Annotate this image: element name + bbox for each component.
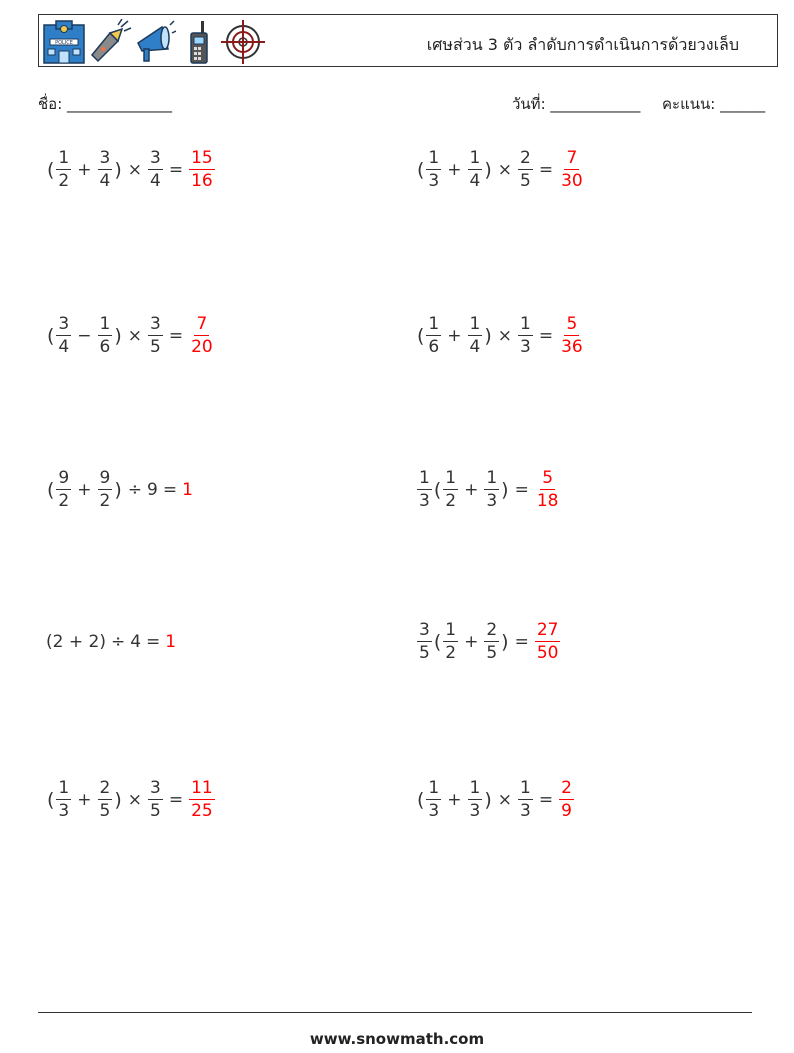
fraction <box>484 622 499 662</box>
name-label: ชื่อ: <box>38 95 63 113</box>
problem-2 <box>416 140 586 200</box>
numerator: 1 <box>469 778 481 798</box>
fraction <box>417 622 432 662</box>
operator: + <box>464 480 479 500</box>
answer <box>188 150 216 190</box>
parenthesis: ) <box>114 325 122 347</box>
fraction <box>426 150 441 190</box>
operator: = <box>168 160 184 180</box>
numerator: 9 <box>99 468 111 488</box>
denominator: 5 <box>520 171 531 191</box>
operator: = <box>168 790 184 810</box>
fraction <box>98 316 113 356</box>
numerator: 1 <box>99 314 111 334</box>
problem-10 <box>416 770 575 830</box>
operator: + <box>77 790 92 810</box>
fraction <box>559 150 585 190</box>
parenthesis: ) <box>484 789 492 811</box>
fraction <box>148 150 163 190</box>
operator: = <box>538 326 554 346</box>
denominator: 2 <box>445 643 457 663</box>
parenthesis: ( <box>417 159 425 181</box>
numerator: 3 <box>150 148 161 168</box>
numerator: 1 <box>419 468 430 488</box>
answer <box>188 780 216 820</box>
number: 4 <box>130 632 142 652</box>
name-field <box>38 92 172 116</box>
denominator: 3 <box>469 801 481 821</box>
numerator: 1 <box>520 314 531 334</box>
fraction <box>559 780 574 820</box>
fraction <box>518 150 533 190</box>
denominator: 4 <box>150 171 161 191</box>
fraction <box>148 780 163 820</box>
fraction <box>417 470 432 510</box>
name-blank[interactable]: ______________ <box>67 95 173 113</box>
numerator: 1 <box>428 778 440 798</box>
numerator: 2 <box>99 778 111 798</box>
parenthesis: ( <box>417 789 425 811</box>
denominator: 6 <box>99 337 111 357</box>
denominator: 36 <box>561 337 583 357</box>
numerator: 2 <box>561 778 572 798</box>
operator: + <box>77 160 92 180</box>
parenthesis: ( <box>433 479 442 501</box>
answer <box>165 632 176 652</box>
operator: + <box>464 632 479 652</box>
numerator: 1 <box>445 620 457 640</box>
denominator: 5 <box>99 801 111 821</box>
fraction <box>518 780 533 820</box>
date-field <box>512 92 640 116</box>
operator: = <box>514 632 529 652</box>
parenthesis: ( <box>47 789 55 811</box>
numerator: 3 <box>99 148 111 168</box>
problem-7 <box>46 612 176 672</box>
answer <box>558 316 586 356</box>
problem-9 <box>46 770 216 830</box>
operator: × <box>497 790 512 810</box>
problem-8 <box>416 612 561 672</box>
denominator: 2 <box>445 491 457 511</box>
parenthesis: ( <box>47 479 55 501</box>
denominator: 4 <box>469 337 481 357</box>
numerator: 11 <box>191 778 213 798</box>
operator: + <box>447 326 462 346</box>
denominator: 3 <box>419 491 430 511</box>
denominator: 2 <box>58 171 70 191</box>
numerator: 1 <box>469 148 481 168</box>
denominator: 3 <box>428 801 440 821</box>
fraction <box>484 470 499 510</box>
parenthesis: ( <box>417 325 425 347</box>
problem-3 <box>46 306 216 366</box>
numerator: 7 <box>196 314 208 334</box>
denominator: 16 <box>191 171 213 191</box>
fraction <box>189 316 215 356</box>
denominator: 50 <box>536 643 559 663</box>
numerator: 1 <box>58 778 70 798</box>
denominator: 3 <box>520 337 531 357</box>
numerator: 1 <box>445 468 457 488</box>
fraction <box>443 622 458 662</box>
denominator: 4 <box>58 337 70 357</box>
operator: − <box>77 326 92 346</box>
parenthesis: ) <box>501 479 509 501</box>
answer <box>534 622 562 662</box>
denominator: 30 <box>561 171 583 191</box>
police-sign-text: POLICE <box>55 40 73 46</box>
operator: + <box>447 160 462 180</box>
fraction <box>426 316 441 356</box>
parenthesis: ) <box>114 789 122 811</box>
problem-1 <box>46 140 216 200</box>
numerator: 1 <box>520 778 531 798</box>
score-blank[interactable]: ______ <box>720 95 766 113</box>
denominator: 2 <box>58 491 70 511</box>
parenthesis: ) <box>114 159 122 181</box>
worksheet-title: เศษส่วน 3 ตัว ลำดับการดำเนินการด้วยวงเล็บ <box>426 35 739 54</box>
denominator: 4 <box>469 171 481 191</box>
denominator: 5 <box>150 337 161 357</box>
parenthesis: ) <box>484 325 492 347</box>
answer <box>534 470 562 510</box>
number: (2 + 2) <box>46 632 106 652</box>
numerator: 1 <box>469 314 481 334</box>
fraction <box>56 150 71 190</box>
denominator: 9 <box>561 801 572 821</box>
denominator: 2 <box>99 491 111 511</box>
numerator: 2 <box>520 148 531 168</box>
parenthesis: ( <box>47 325 55 347</box>
operator: = <box>538 790 554 810</box>
fraction <box>535 622 561 662</box>
operator: × <box>497 160 512 180</box>
answer <box>182 480 193 500</box>
numerator: 9 <box>58 468 70 488</box>
fraction <box>468 316 483 356</box>
operator: = <box>514 480 529 500</box>
footer-divider <box>38 1012 752 1013</box>
operator: + <box>447 790 462 810</box>
parenthesis: ) <box>484 159 492 181</box>
numerator: 1 <box>428 314 440 334</box>
numerator: 15 <box>191 148 213 168</box>
operator: × <box>127 790 142 810</box>
header-box <box>38 14 778 67</box>
denominator: 5 <box>486 643 498 663</box>
denominator: 6 <box>428 337 440 357</box>
numerator: 3 <box>150 778 161 798</box>
operator: + <box>77 480 92 500</box>
numerator: 5 <box>566 314 578 334</box>
denominator: 3 <box>58 801 70 821</box>
fraction <box>443 470 458 510</box>
police-station-icon <box>42 19 86 65</box>
problem-4 <box>416 306 586 366</box>
denominator: 3 <box>486 491 498 511</box>
operator: = <box>146 632 161 652</box>
fraction <box>189 150 215 190</box>
footer-website: www.snowmath.com <box>309 1030 485 1048</box>
numerator: 27 <box>536 620 559 640</box>
denominator: 5 <box>419 643 430 663</box>
operator: ÷ <box>110 632 126 652</box>
date-blank[interactable]: ____________ <box>550 95 641 113</box>
flashlight-icon <box>88 19 132 65</box>
fraction <box>56 780 71 820</box>
parenthesis: ) <box>501 631 509 653</box>
walkie-talkie-icon <box>184 19 214 65</box>
parenthesis: ( <box>433 631 442 653</box>
denominator: 20 <box>191 337 213 357</box>
numerator: 1 <box>58 148 70 168</box>
parenthesis: ( <box>47 159 55 181</box>
operator: = <box>168 326 184 346</box>
fraction <box>148 316 163 356</box>
megaphone-icon <box>132 19 176 65</box>
numerator: 2 <box>486 620 498 640</box>
date-label: วันที่: <box>512 95 546 113</box>
crosshair-icon <box>220 19 266 65</box>
number: 1 <box>165 632 177 652</box>
fraction <box>98 150 113 190</box>
answer <box>558 150 586 190</box>
numerator: 3 <box>58 314 70 334</box>
fraction <box>56 316 71 356</box>
answer <box>558 780 575 820</box>
fraction <box>426 780 441 820</box>
fraction <box>535 470 561 510</box>
denominator: 3 <box>520 801 531 821</box>
operator: = <box>538 160 554 180</box>
fraction <box>559 316 585 356</box>
numerator: 1 <box>486 468 498 488</box>
score-label: คะแนน: <box>662 95 716 113</box>
answer <box>188 316 216 356</box>
fraction <box>189 780 215 820</box>
numerator: 7 <box>566 148 578 168</box>
number: 1 <box>182 480 193 500</box>
denominator: 25 <box>191 801 213 821</box>
numerator: 3 <box>419 620 430 640</box>
fraction <box>98 780 113 820</box>
denominator: 3 <box>428 171 440 191</box>
operator: × <box>497 326 512 346</box>
denominator: 18 <box>536 491 559 511</box>
denominator: 4 <box>99 171 111 191</box>
operator: = <box>162 480 178 500</box>
number: 9 <box>147 480 158 500</box>
operator: × <box>127 160 142 180</box>
fraction <box>98 470 113 510</box>
problem-5 <box>46 460 193 520</box>
fraction <box>468 780 483 820</box>
fraction <box>518 316 533 356</box>
problem-6 <box>416 460 561 520</box>
fraction <box>468 150 483 190</box>
fraction <box>56 470 71 510</box>
parenthesis: ) <box>114 479 122 501</box>
denominator: 5 <box>150 801 161 821</box>
operator: × <box>127 326 142 346</box>
numerator: 1 <box>428 148 440 168</box>
operator: ÷ <box>127 480 142 500</box>
numerator: 3 <box>150 314 161 334</box>
numerator: 5 <box>542 468 554 488</box>
score-field <box>662 92 765 116</box>
